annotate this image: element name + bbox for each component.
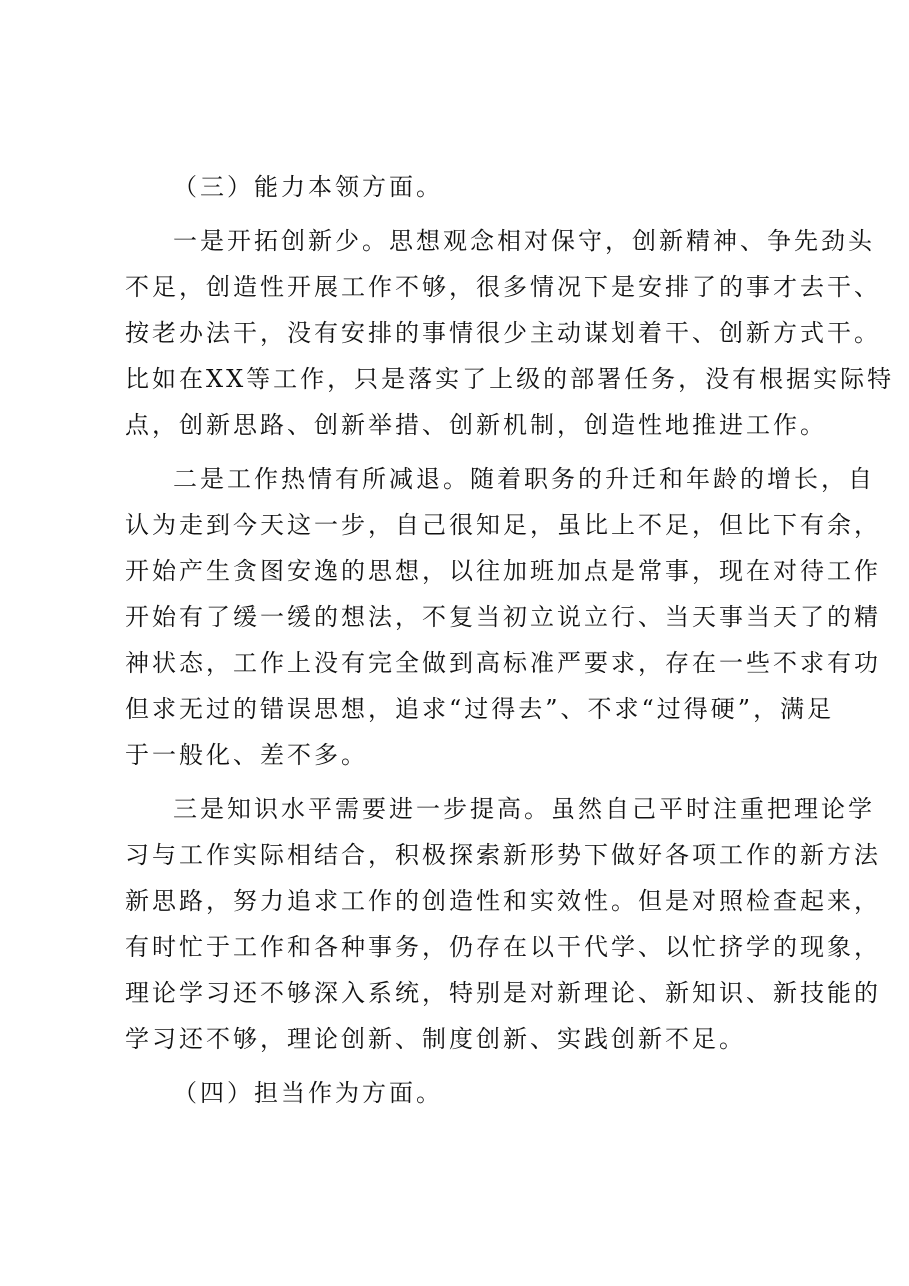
paragraph-line: 不足，创造性开展工作不够，很多情况下是安排了的事才去干、	[125, 273, 881, 301]
paragraph-line: 二是工作热情有所减退。随着职务的升迁和年龄的增长，自	[173, 465, 875, 493]
paragraph-line: 学习还不够，理论创新、制度创新、实践创新不足。	[125, 1025, 746, 1053]
paragraph-line: 比如在XX等工作，只是落实了上级的部署任务，没有根据实际特	[125, 365, 895, 393]
paragraph-line: 新思路，努力追求工作的创造性和实效性。但是对照检查起来，	[125, 887, 881, 915]
paragraph-line: 认为走到今天这一步，自己很知足，虽比上不足，但比下有余，	[125, 511, 881, 539]
paragraph-line: 按老办法干，没有安排的事情很少主动谋划着干、创新方式干。	[125, 319, 881, 347]
paragraph-enthusiasm	[125, 456, 881, 778]
paragraph-line: 但求无过的错误思想，追求“过得去”、不求“过得硬”，满足	[125, 695, 835, 723]
section-heading-3: （三）能力本领方面。	[173, 173, 443, 201]
paragraph-line: 习与工作实际相结合，积极探索新形势下做好各项工作的新方法	[125, 841, 881, 869]
paragraph-innovation	[125, 218, 895, 448]
paragraph-line: 一是开拓创新少。思想观念相对保守，创新精神、争先劲头	[173, 227, 875, 255]
paragraph-line: 于一般化、差不多。	[125, 741, 368, 769]
paragraph-line: 开始有了缓一缓的想法，不复当初立说立行、当天事当天了的精	[125, 603, 881, 631]
paragraph-line: 点，创新思路、创新举措、创新机制，创造性地推进工作。	[125, 411, 827, 439]
section-heading-4: （四）担当作为方面。	[173, 1079, 443, 1107]
paragraph-line: 有时忙于工作和各种事务，仍存在以干代学、以忙挤学的现象，	[125, 933, 881, 961]
paragraph-line: 理论学习还不够深入系统，特别是对新理论、新知识、新技能的	[125, 979, 881, 1007]
paragraph-line: 三是知识水平需要进一步提高。虽然自己平时注重把理论学	[173, 795, 875, 823]
paragraph-line: 神状态，工作上没有完全做到高标准严要求，存在一些不求有功	[125, 649, 881, 677]
paragraph-knowledge	[125, 786, 881, 1062]
document-body	[125, 164, 895, 1116]
paragraph-line: 开始产生贪图安逸的思想，以往加班加点是常事，现在对待工作	[125, 557, 881, 585]
